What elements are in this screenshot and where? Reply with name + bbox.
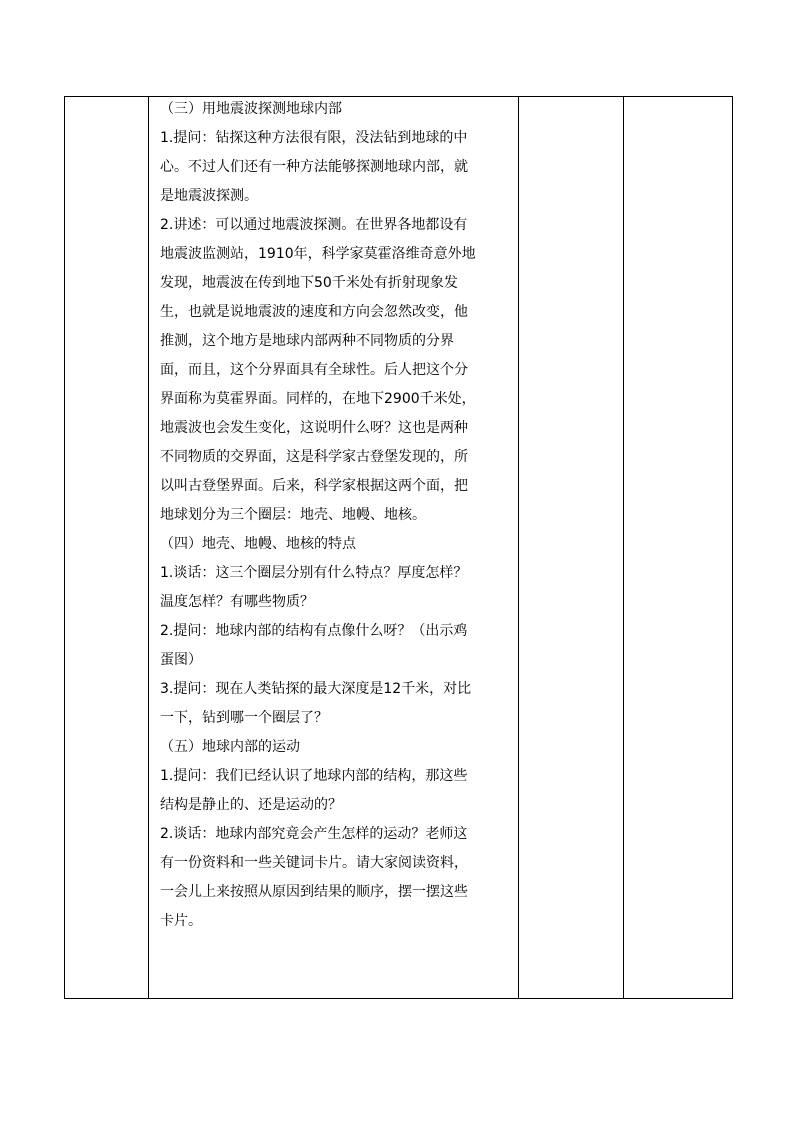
content-line: 生，也就是说地震波的速度和方向会忽然改变，他: [160, 304, 468, 320]
table-row: [65, 97, 733, 999]
student-activity-cell: [519, 97, 624, 999]
content-line: 以叫古登堡界面。后来，科学家根据这两个面，把: [160, 478, 468, 494]
content-line: 2.提问：地球内部的结构有点像什么呀？（出示鸡: [160, 623, 468, 639]
content-line: 心。不过人们还有一种方法能够探测地球内部，就: [160, 159, 468, 175]
content-line: 地震波也会发生变化，这说明什么呀？这也是两种: [160, 420, 468, 436]
content-line: 发现，地震波在传到地下50千米处有折射现象发: [160, 275, 458, 291]
content-line: 温度怎样？有哪些物质？: [160, 594, 314, 610]
content-line: 一会儿上来按照从原因到结果的顺序，摆一摆这些: [160, 884, 468, 900]
content-line: 1.提问：我们已经认识了地球内部的结构，那这些: [160, 768, 468, 784]
content-line: 卡片。: [160, 913, 202, 929]
content-line: 推测，这个地方是地球内部两种不同物质的分界: [160, 333, 454, 349]
content-line: 一下，钻到哪一个圈层了？: [160, 710, 328, 726]
content-line: 有一份资料和一些关键词卡片。请大家阅读资料，: [160, 855, 468, 871]
content-line: （五）地球内部的运动: [160, 739, 300, 755]
content-line: 是地震波探测。: [160, 188, 258, 204]
content-line: 地震波监测站，1910年，科学家莫霍洛维奇意外地: [160, 246, 476, 262]
content-line: 3.提问：现在人类钻探的最大深度是12千米，对比: [160, 681, 472, 697]
stage-cell: [65, 97, 149, 999]
content-line: 不同物质的交界面，这是科学家古登堡发现的，所: [160, 449, 468, 465]
content-line: 蛋图）: [160, 652, 202, 668]
teaching-content-cell: [149, 97, 519, 999]
content-line: 面，而且，这个分界面具有全球性。后人把这个分: [160, 362, 468, 378]
content-line: （四）地壳、地幔、地核的特点: [160, 536, 356, 552]
content-line: 结构是静止的、还是运动的？: [160, 797, 342, 813]
teaching-content: [149, 97, 518, 934]
content-line: 地球划分为三个圈层：地壳、地幔、地核。: [160, 507, 426, 523]
design-intent-cell: [624, 97, 733, 999]
content-line: 1.提问：钻探这种方法很有限，没法钻到地球的中: [160, 130, 468, 146]
content-line: 1.谈话：这三个圈层分别有什么特点？厚度怎样？: [160, 565, 468, 581]
content-line: 界面称为莫霍界面。同样的，在地下2900千米处，: [160, 391, 476, 407]
content-line: （三）用地震波探测地球内部: [160, 101, 342, 117]
content-line: 2.讲述：可以通过地震波探测。在世界各地都设有: [160, 217, 468, 233]
content-line: 2.谈话：地球内部究竟会产生怎样的运动？老师这: [160, 826, 468, 842]
lesson-plan-table: [64, 96, 733, 999]
